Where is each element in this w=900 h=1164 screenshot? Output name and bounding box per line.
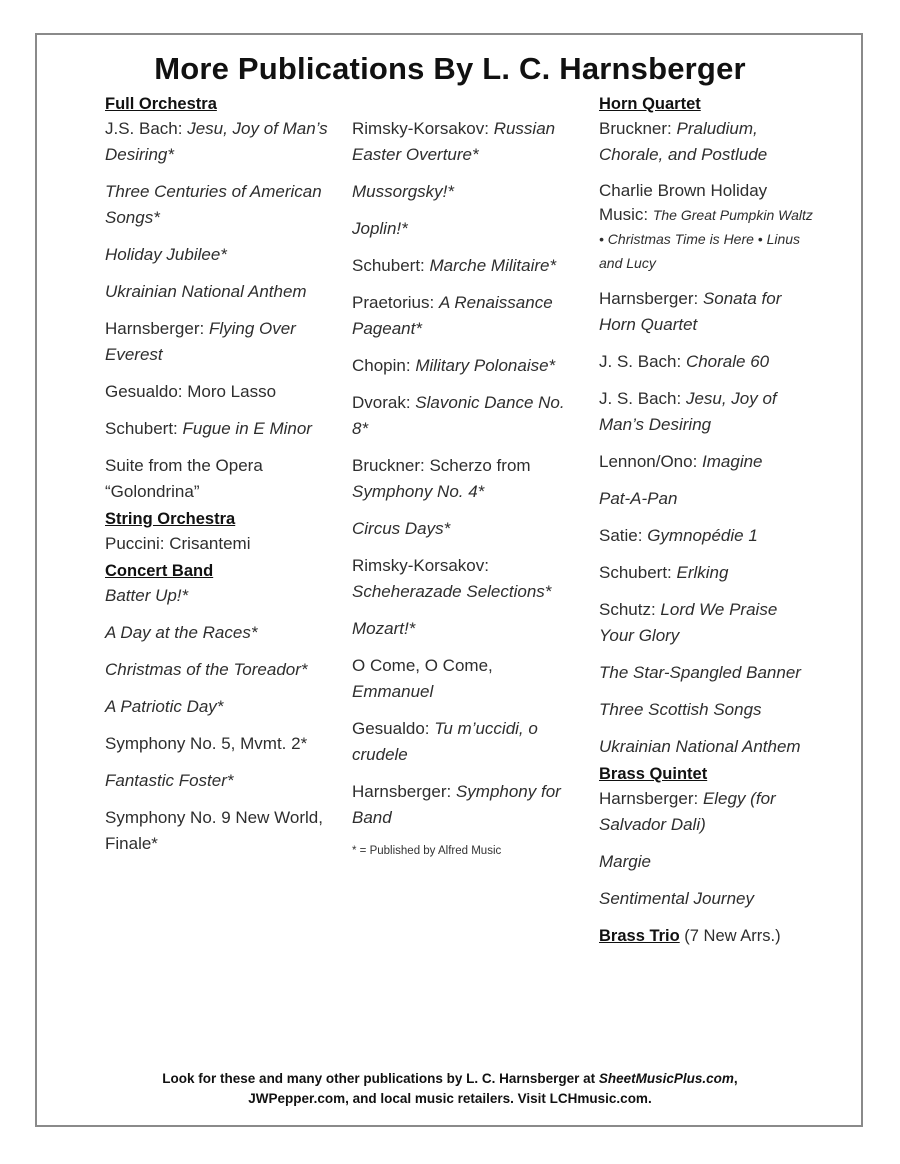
list-item: Satie: Gymnopédie 1	[599, 526, 758, 545]
list-item: Ukrainian National Anthem	[105, 282, 307, 301]
list-item: J. S. Bach: Chorale 60	[599, 352, 770, 371]
list-item: Three Centuries of American Songs*	[105, 182, 322, 227]
section-brass-trio: Brass Trio	[599, 927, 680, 945]
list-item: Chopin: Military Polonaise*	[352, 356, 556, 375]
column-3	[599, 92, 814, 960]
list-item: Rimsky-Korsakov: Scheherazade Selections*	[352, 556, 552, 601]
list-item: Gesualdo: Tu m’uccidi, o crudele	[352, 719, 538, 764]
list-item: A Day at the Races*	[105, 623, 258, 642]
list-item: Suite from the Opera “Golondrina”	[105, 456, 263, 501]
column-2	[352, 116, 577, 869]
list-item: Schubert: Fugue in E Minor	[105, 419, 312, 438]
section-string-orchestra: String Orchestra	[105, 510, 236, 528]
section-concert-band: Concert Band	[105, 562, 214, 580]
list-item: Charlie Brown Holiday Music: The Great Pumpkin Waltz • Christmas Time is Here • Linus and Lucy	[599, 181, 813, 271]
section-full-orchestra: Full Orchestra	[105, 95, 217, 113]
list-item: Dvorak: Slavonic Dance No. 8*	[352, 393, 565, 438]
list-item: Gesualdo: Moro Lasso	[105, 382, 277, 401]
list-item: Bruckner: Praludium, Chorale, and Postlude	[599, 119, 768, 164]
page-title: More Publications By L. C. Harnsberger	[154, 51, 746, 86]
list-item: Margie	[599, 852, 651, 871]
list-item: Harnsberger: Symphony for Band	[352, 782, 561, 827]
list-item: Ukrainian National Anthem	[599, 737, 801, 756]
list-item: Harnsberger: Elegy (for Salvador Dali)	[599, 789, 776, 834]
section-horn-quartet: Horn Quartet	[599, 95, 701, 113]
list-item: Harnsberger: Sonata for Horn Quartet	[599, 289, 782, 334]
section-brass-quintet: Brass Quintet	[599, 765, 708, 783]
list-item: Puccini: Crisantemi	[105, 534, 251, 553]
list-item: Pat-A-Pan	[599, 489, 678, 508]
list-item: Symphony No. 5, Mvmt. 2*	[105, 734, 308, 753]
list-item: Fantastic Foster*	[105, 771, 234, 790]
list-item: Holiday Jubilee*	[105, 245, 227, 264]
list-item: Three Scottish Songs	[599, 700, 762, 719]
publisher-note: * = Published by Alfred Music	[352, 845, 502, 857]
list-item: J. S. Bach: Jesu, Joy of Man’s Desiring	[599, 389, 777, 434]
list-item: Symphony No. 9 New World, Finale*	[105, 808, 323, 853]
list-item: Christmas of the Toreador*	[105, 660, 308, 679]
list-item: The Star-Spangled Banner	[599, 663, 801, 682]
list-item: Circus Days*	[352, 519, 451, 538]
list-item: Rimsky-Korsakov: Russian Easter Overture*	[352, 119, 556, 164]
footer-note: Look for these and many other publications by L. C. Harnsberger at SheetMusicPlus.com, JWPepper.com, and local music retailers. Visit LCHmusic.com.	[162, 1071, 738, 1106]
list-item: Lennon/Ono: Imagine	[599, 452, 763, 471]
column-1	[105, 92, 330, 868]
list-item: Schubert: Erlking	[599, 563, 729, 582]
list-item: Schubert: Marche Militaire*	[352, 256, 557, 275]
list-item: Harnsberger: Flying Over Everest	[105, 319, 296, 364]
list-item: Schutz: Lord We Praise Your Glory	[599, 600, 778, 645]
list-item: Batter Up!*	[105, 586, 189, 605]
section-brass-trio-line: Brass Trio (7 New Arrs.)	[599, 927, 781, 945]
list-item: Sentimental Journey	[599, 889, 754, 908]
list-item: Mussorgsky!*	[352, 182, 455, 201]
list-item: Mozart!*	[352, 619, 416, 638]
list-item: Joplin!*	[352, 219, 408, 238]
list-item: A Patriotic Day*	[105, 697, 224, 716]
list-item: Praetorius: A Renaissance Pageant*	[352, 293, 553, 338]
list-item: J.S. Bach: Jesu, Joy of Man’s Desiring*	[105, 119, 328, 164]
list-item: Bruckner: Scherzo from Symphony No. 4*	[352, 456, 531, 501]
list-item: O Come, O Come, Emmanuel	[352, 656, 493, 701]
